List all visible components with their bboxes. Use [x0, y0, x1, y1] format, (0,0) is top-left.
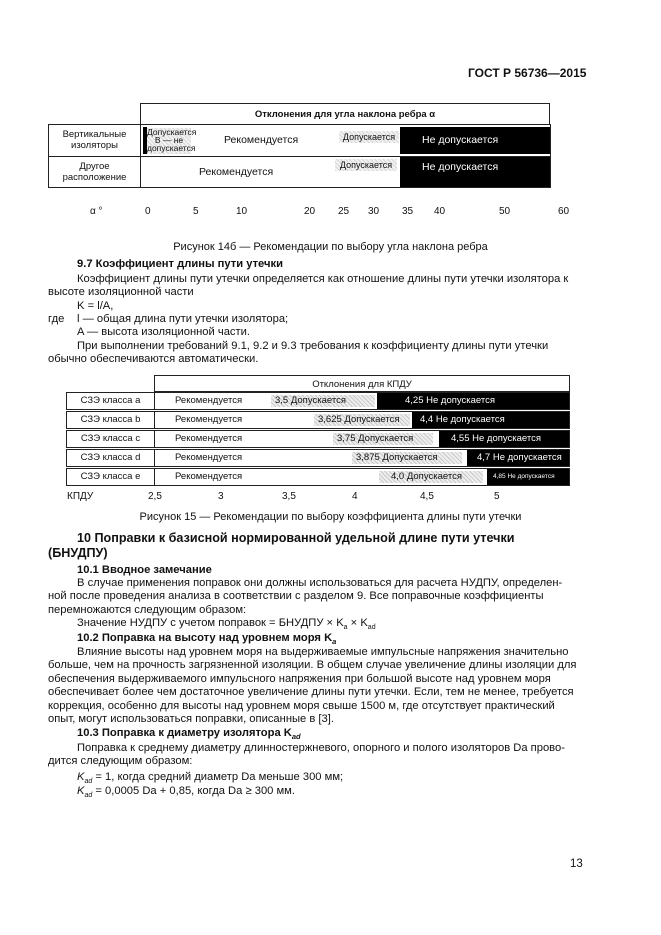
tick-label: 4	[352, 491, 358, 502]
recommended-text: Рекомендуется	[224, 134, 299, 146]
figure-15	[66, 375, 574, 515]
figure-15-row-c	[66, 430, 570, 448]
figure-14b-title: Отклонения для угла наклона ребра α	[140, 103, 550, 125]
recommended-text: Рекомендуется	[175, 433, 243, 444]
figure-14b-row-vertical	[49, 125, 550, 156]
tick-label: 3,5	[282, 491, 296, 502]
figure-15-title: Отклонения для КПДУ	[154, 375, 570, 392]
allowed-segment: 3,5 Допускается	[271, 395, 375, 407]
section-10-heading: 10 Поправки к базисной нормированной удельной длине пути утечки	[77, 531, 515, 545]
row-label: СЗЭ класса e	[67, 469, 155, 485]
not-allowed-segment: Не допускается	[400, 157, 550, 187]
figure-14b	[48, 100, 568, 230]
section-heading: 10.1 Вводное замечание	[77, 564, 212, 576]
tick-label: 0	[145, 206, 151, 217]
paragraph: В случае применения поправок они должны использоваться для расчета НУДПУ, определен- ной после проведения анализа в соответствии с разделом 9. Все поправочные коэффициенты перемножаются следующим образом:	[48, 577, 563, 616]
definition-l: l — общая длина пути утечки изолятора;	[77, 313, 289, 325]
axis-label-kpdu: КПДУ	[67, 491, 94, 502]
section-heading: 10.3 Поправка к диаметру изолятора $K_{ad}$	[77, 727, 301, 742]
recommended-text: Рекомендуется	[199, 166, 274, 178]
allowed-segment: 4,0 Допускается	[379, 471, 483, 483]
row-label: СЗЭ класса d	[67, 450, 155, 466]
figure-15-row-e	[66, 468, 570, 486]
figure-14b-grid	[48, 124, 551, 188]
not-allowed-segment: 4,4 Не допускается	[412, 412, 569, 428]
tick-label: 50	[499, 206, 511, 217]
row-label: Вертикальные изоляторы	[49, 125, 141, 156]
paragraph: Поправка к среднему диаметру длинностержневого, опорного и полого изоляторов Da прово- дится следующим образом:	[48, 742, 565, 768]
tick-label: 5	[193, 206, 199, 217]
recommended-text: Рекомендуется	[175, 471, 243, 482]
figure-15-row-b	[66, 411, 570, 429]
axis-label-alpha: α °	[90, 206, 103, 217]
tick-label: 40	[434, 206, 446, 217]
small-allowed-segment: Допускается В — не допускается	[147, 127, 197, 153]
where-label: где	[48, 313, 65, 325]
section-heading: 10.2 Поправка на высоту над уровнем моря $K_a$	[77, 632, 337, 647]
formula-line: $K_{ad} = 0,0005$ Da + 0,85, когда Da ≥ 300 мм.	[77, 785, 295, 800]
figure-14b-caption: Рисунок 14б — Рекомендации по выбору угла наклона ребра	[173, 241, 488, 253]
tick-label: 2,5	[148, 491, 162, 502]
formula-line: $K_{ad} = 1$, когда средний диаметр Da меньше 300 мм;	[77, 771, 344, 786]
section-10-heading-cont: (БНУДПУ)	[48, 546, 108, 560]
paragraph: При выполнении требований 9.1, 9.2 и 9.3 требования к коэффициенту длины пути утечки обычно обеспечиваются автоматически.	[48, 340, 549, 366]
not-allowed-segment: 4,7 Не допускается	[467, 450, 569, 466]
row-label: Другое расположение	[49, 157, 141, 188]
allowed-segment: 3,75 Допускается	[333, 433, 433, 445]
recommended-text: Рекомендуется	[175, 395, 243, 406]
row-label: СЗЭ класса b	[67, 412, 155, 428]
tick-label: 3	[218, 491, 224, 502]
not-allowed-segment: Не допускается	[400, 127, 550, 154]
recommended-text: Рекомендуется	[175, 452, 243, 463]
not-allowed-segment: 4,25 Не допускается	[377, 393, 569, 409]
tick-label: 20	[304, 206, 316, 217]
allowed-segment: 3,875 Допускается	[352, 452, 462, 464]
allowed-segment: 3,625 Допускается	[314, 414, 410, 426]
tick-label: 30	[368, 206, 380, 217]
row-label: СЗЭ класса a	[67, 393, 155, 409]
tick-label: 5	[494, 491, 500, 502]
tick-label: 4,5	[420, 491, 434, 502]
tick-label: 25	[338, 206, 350, 217]
allowed-segment: Допускается	[339, 131, 399, 143]
figure-14b-row-other	[49, 157, 550, 188]
section-heading: 9.7 Коэффициент длины пути утечки	[77, 258, 283, 270]
paragraph: Коэффициент длины пути утечки определяется как отношение длины пути утечки изолятора к высоте изоляционной части K = l/A,	[48, 273, 569, 312]
page-number: 13	[570, 858, 583, 870]
black-edge	[143, 127, 147, 154]
figure-15-caption: Рисунок 15 — Рекомендации по выбору коэффициента длины пути утечки	[139, 511, 522, 523]
row-label: СЗЭ класса c	[67, 431, 155, 447]
figure-15-row-d	[66, 449, 570, 467]
allowed-segment: Допускается	[335, 159, 397, 171]
not-allowed-segment: 4,55 Не допускается	[439, 431, 569, 447]
formula-line: Значение НУДПУ с учетом поправок = БНУДПУ × $K_a \times K_{ad}$	[77, 617, 376, 632]
standard-number: ГОСТ Р 56736—2015	[468, 66, 587, 80]
paragraph: Влияние высоты над уровнем моря на выдерживаемые импульсные напряжения значительно больше, чем на прочность загрязненной изоляции. В общем случае увеличение длины изоляции для обеспечения выдерживаемого импульсного напряжения при большой высоте над уровнем моря обеспечивает более чем достаточное увеличение длины пути утечки. Если, тем не менее, требуется коррекция, особенно для высоты над уровнем моря свыше 1500 м, где отсутствует практический опыт, могут использоваться поправки, описанные в [3].	[48, 646, 577, 726]
tick-label: 10	[236, 206, 248, 217]
tick-label: 60	[558, 206, 570, 217]
figure-15-row-a	[66, 392, 570, 410]
not-allowed-segment: 4,85 Не допускается	[487, 469, 569, 485]
tick-label: 35	[402, 206, 414, 217]
recommended-text: Рекомендуется	[175, 414, 243, 425]
definition-a: A — высота изоляционной части.	[77, 326, 251, 338]
